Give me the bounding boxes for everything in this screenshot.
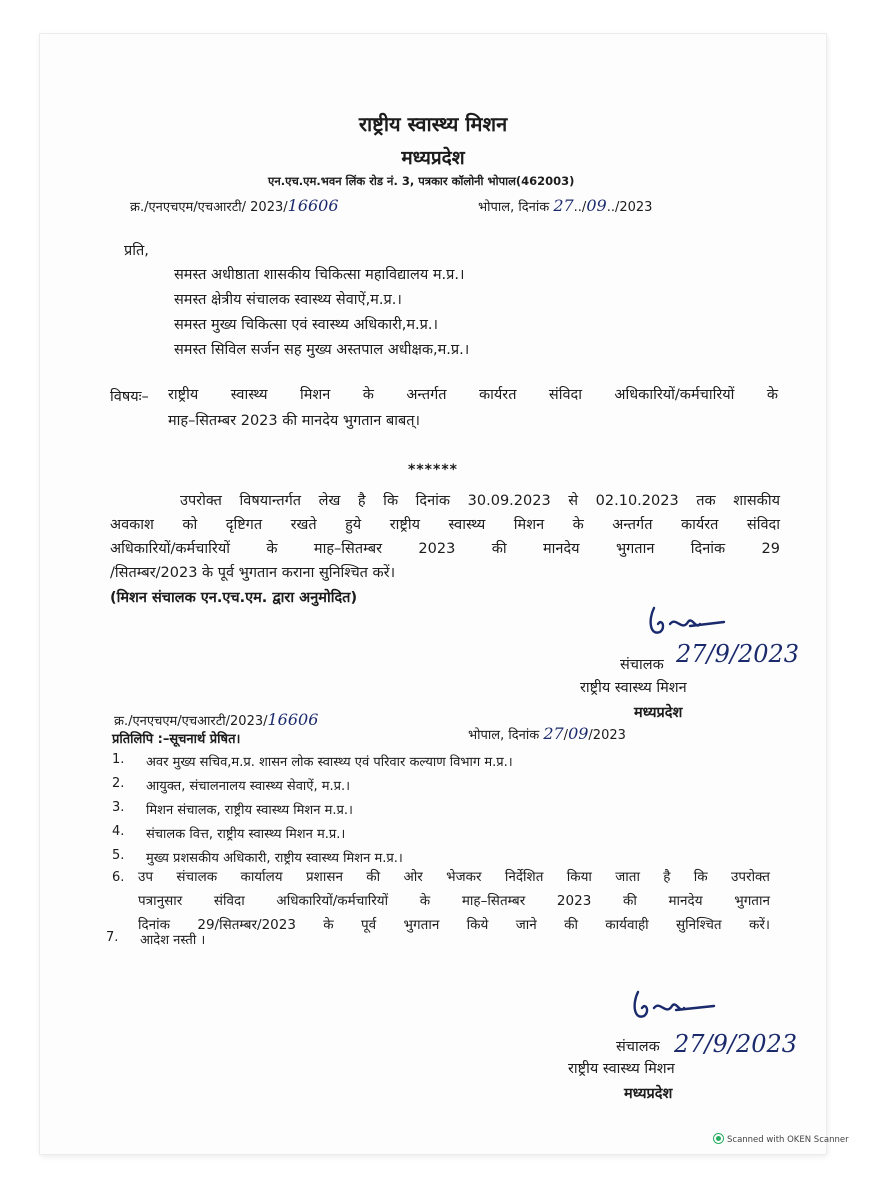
date-prefix: भोपाल, दिनांक <box>478 200 550 215</box>
copy-item-num-5: 5. <box>112 848 125 863</box>
signature-1-org: राष्ट्रीय स्वास्थ्य मिशन <box>580 680 687 696</box>
date2-day-handwritten: 27 <box>543 724 564 743</box>
signature-2-org: राष्ट्रीय स्वास्थ्य मिशन <box>568 1061 675 1077</box>
copy-item-3: मिशन संचालक, राष्ट्रीय स्वास्थ्य मिशन म.प्र.। <box>146 803 353 818</box>
scanner-watermark <box>714 1134 849 1145</box>
header-org: राष्ट्रीय स्वास्थ्य मिशन <box>358 112 508 136</box>
copy-item-1: अवर मुख्य सचिव,म.प्र. शासन लोक स्वास्थ्य एवं परिवार कल्याण विभाग म.प्र.। <box>146 755 513 770</box>
scanner-logo-icon <box>714 1134 723 1143</box>
signature-1-date-handwritten: 27/9/2023 <box>676 640 800 668</box>
recipient-1: समस्त अधीष्ठाता शासकीय चिकित्सा महाविद्यालय म.प्र.। <box>174 267 465 283</box>
subject-line-1: राष्ट्रीय स्वास्थ्य मिशन के अन्तर्गत कार्यरत संविदा अधिकारियों/कर्मचारियों के <box>168 387 778 403</box>
body-line-4: /सितम्बर/2023 के पूर्व भुगतान कराना सुनिश्चित करें। <box>110 565 396 581</box>
copy-item-num-7: 7. <box>106 930 119 945</box>
date2-year: /2023 <box>588 728 626 743</box>
copy-item-num-1: 1. <box>112 752 125 767</box>
ref-number-line-2 <box>114 710 318 729</box>
ref-date-line: भोपाल, दिनांक 27../09../2023 <box>478 196 653 215</box>
ref2-prefix: क्र./एनएचएम/एचआरटी/2023/ <box>114 714 268 729</box>
ref-prefix: क्र./एनएचएम/एचआरटी/ 2023/ <box>130 200 288 215</box>
copy-item-6-line-2: पत्रानुसार संविदा अधिकारियों/कर्मचारियों के माह–सितम्बर 2023 की मानदेय भुगतान <box>138 893 770 909</box>
header-address: एन.एच.एम.भवन लिंक रोड नं. 3, पत्रकार कॉलोनी भोपाल(462003) <box>268 174 575 188</box>
ref-date-line-2: भोपाल, दिनांक 27/09/2023 <box>468 724 626 743</box>
copy-item-num-4: 4. <box>112 824 125 839</box>
signature-2 <box>624 986 720 1030</box>
signature-1-designation: संचालक <box>620 657 664 673</box>
ref-number-handwritten: 16606 <box>287 196 339 215</box>
copy-item-4: संचालक वित्त, राष्ट्रीय स्वास्थ्य मिशन म.प्र.। <box>146 827 346 842</box>
approval-note: (मिशन संचालक एन.एच.एम. द्वारा अनुमोदित) <box>110 590 358 606</box>
ref-number-line <box>130 196 339 215</box>
date-year: /2023 <box>614 200 653 215</box>
signature-2-state: मध्यप्रदेश <box>624 1086 673 1102</box>
date-day-handwritten: 27 <box>553 196 574 215</box>
body-line-1: उपरोक्त विषयान्तर्गत लेख है कि दिनांक 30.09.2023 से 02.10.2023 तक शासकीय <box>180 493 780 509</box>
copy-item-5: मुख्य प्रशसकीय अधिकारी, राष्ट्रीय स्वास्थ्य मिशन म.प्र.। <box>146 851 403 866</box>
signature-2-date-handwritten: 27/9/2023 <box>674 1030 798 1058</box>
document-page <box>40 34 826 1154</box>
date2-month-handwritten: 09 <box>568 724 589 743</box>
copy-item-7: आदेश नस्ती । <box>140 933 206 948</box>
recipient-2: समस्त क्षेत्रीय संचालक स्वास्थ्य सेवाऐं,म.प्र.। <box>174 292 402 308</box>
date2-prefix: भोपाल, दिनांक <box>468 728 540 743</box>
signature-1-state: मध्यप्रदेश <box>634 705 683 721</box>
recipient-4: समस्त सिविल सर्जन सह मुख्य अस्तपाल अधीक्षक,म.प्र.। <box>174 342 470 358</box>
copy-item-num-3: 3. <box>112 800 125 815</box>
copy-item-6-line-1: उप संचालक कार्यालय प्रशासन की ओर भेजकर निर्देशित किया जाता है कि उपरोक्त <box>138 869 770 885</box>
copy-item-2: आयुक्त, संचालनालय स्वास्थ्य सेवाऐं, म.प्र.। <box>146 779 351 794</box>
copy-item-num-6: 6. <box>112 870 125 885</box>
header-state: मध्यप्रदेश <box>401 147 465 169</box>
body-line-3: अधिकारियों/कर्मचारियों के माह–सितम्बर 2023 की मानदेय भुगतान दिनांक 29 <box>110 541 780 557</box>
date-month-handwritten: 09 <box>586 196 607 215</box>
subject-label: विषयः– <box>110 389 149 405</box>
signature-2-scribble-icon <box>624 986 720 1030</box>
scanner-text: Scanned with OKEN Scanner <box>727 1135 849 1145</box>
recipients-to: प्रति, <box>124 243 149 259</box>
separator-stars: ****** <box>408 462 458 478</box>
recipient-3: समस्त मुख्य चिकित्सा एवं स्वास्थ्य अधिकारी,म.प्र.। <box>174 317 439 333</box>
subject-line-2: माह–सितम्बर 2023 की मानदेय भुगतान बाबत्। <box>168 413 421 429</box>
signature-2-designation: संचालक <box>616 1039 660 1055</box>
copy-label: प्रतिलिपि :–सूचनार्थ प्रेषित। <box>112 732 241 747</box>
ref2-number-handwritten: 16606 <box>267 710 319 729</box>
body-line-2: अवकाश को दृष्टिगत रखते हुये राष्ट्रीय स्वास्थ्य मिशन के अन्तर्गत कार्यरत संविदा <box>110 517 780 533</box>
copy-item-6-line-3: दिनांक 29/सितम्बर/2023 के पूर्व भुगतान किये जाने की कार्यवाही सुनिश्चित करें। <box>138 917 770 933</box>
copy-item-num-2: 2. <box>112 776 125 791</box>
